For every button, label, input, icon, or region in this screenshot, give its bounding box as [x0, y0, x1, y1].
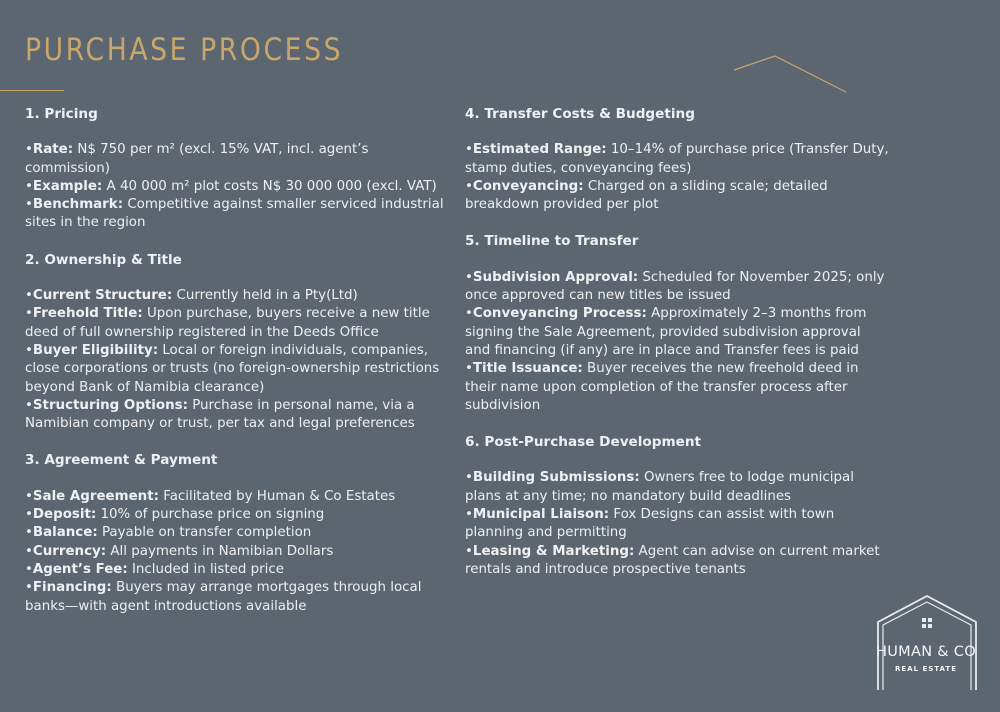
- section-heading: 4. Transfer Costs & Budgeting: [465, 106, 695, 122]
- section-heading: 2. Ownership & Title: [25, 251, 182, 268]
- page-title: PURCHASE PROCESS: [25, 32, 344, 68]
- bullet-marker: •: [465, 269, 473, 285]
- bullet-item: [465, 360, 890, 415]
- section: [25, 451, 445, 615]
- item-text: Buyers may arrange mortgages through local banks—with agent introductions available: [25, 580, 422, 614]
- item-label: Financing:: [32, 580, 112, 596]
- bullet-item: [25, 141, 445, 178]
- item-label: Deposit:: [32, 507, 97, 523]
- item-label: Sale Agreement:: [32, 488, 159, 504]
- bullet-item: [25, 397, 445, 434]
- item-text: Buyer receives the new freehold deed in their name upon completion of the transfer process after subdivision: [465, 361, 859, 413]
- item-text: Agent can advise on current market rentals and introduce prospective tenants: [465, 543, 880, 577]
- item-label: Leasing & Marketing:: [472, 543, 635, 559]
- item-label: Municipal Liaison:: [472, 507, 610, 523]
- logo-tagline: REAL ESTATE: [895, 665, 957, 673]
- section: [25, 251, 445, 434]
- bullet-item: [25, 561, 445, 579]
- item-label: Balance:: [32, 525, 98, 541]
- item-text: Payable on transfer completion: [97, 525, 312, 541]
- bullet-marker: •: [465, 470, 473, 486]
- item-text: Local or foreign individuals, companies, close corporations or trusts (no foreign-ownership restrictions beyond Bank of Namibia clearance): [25, 342, 440, 395]
- item-label: Current Structure:: [32, 288, 173, 304]
- bullet-item: [465, 506, 890, 543]
- section-heading: 3. Agreement & Payment: [25, 452, 218, 469]
- logo-wordmark: HUMAN & CO: [876, 644, 976, 660]
- bullet-item: [25, 196, 445, 233]
- bullet-item: [465, 543, 890, 580]
- bullet-marker: •: [465, 306, 473, 322]
- bullet-item: [25, 506, 445, 524]
- item-text: Upon purchase, buyers receive a new title deed of full ownership registered in the Deeds Office: [25, 306, 430, 340]
- section-heading: 6. Post-Purchase Development: [465, 434, 702, 451]
- item-text: All payments in Namibian Dollars: [106, 543, 334, 559]
- item-text: 10–14% of purchase price (Transfer Duty, stamp duties, conveyancing fees): [465, 142, 889, 176]
- item-label: Freehold Title:: [32, 306, 143, 322]
- bullet-marker: •: [465, 543, 473, 559]
- section-heading: 5. Timeline to Transfer: [465, 233, 639, 250]
- section: [465, 433, 890, 579]
- bullet-marker: •: [465, 142, 473, 158]
- item-text: Purchase in personal name, via a Namibian company or trust, per tax and legal preferences: [25, 397, 415, 432]
- item-text: Currently held in a Pty(Ltd): [172, 288, 358, 304]
- item-text: 10% of purchase price on signing: [96, 507, 325, 523]
- bullet-marker: •: [25, 342, 33, 358]
- bullet-marker: •: [25, 488, 33, 504]
- item-text: N$ 750 per m² (excl. 15% VAT, incl. agent’s commission): [25, 142, 369, 176]
- bullet-marker: •: [25, 288, 33, 304]
- item-label: Buyer Eligibility:: [32, 342, 159, 358]
- item-text: A 40 000 m² plot costs N$ 30 000 000 (excl. VAT): [102, 178, 437, 194]
- bullet-marker: •: [25, 142, 33, 158]
- right-column: [465, 105, 890, 597]
- left-column: [25, 105, 445, 634]
- bullet-marker: •: [465, 178, 473, 194]
- item-label: Subdivision Approval:: [472, 269, 639, 285]
- company-logo: [866, 594, 986, 694]
- bullet-item: [25, 488, 445, 506]
- bullet-item: [465, 305, 890, 360]
- bullet-item: [465, 141, 890, 178]
- bullet-item: [465, 469, 890, 506]
- title-underline: [0, 90, 64, 91]
- item-label: Rate:: [32, 142, 74, 158]
- item-text: Owners free to lodge municipal plans at any time; no mandatory build deadlines: [465, 470, 854, 504]
- item-text: Fox Designs can assist with town planning and permitting: [465, 507, 835, 541]
- bullet-item: [25, 579, 445, 616]
- item-text: Approximately 2–3 months from signing the Sale Agreement, provided subdivision approval and financing (if any) are in place and Transfer fees is paid: [465, 306, 867, 358]
- item-label: Conveyancing:: [472, 178, 584, 194]
- item-text: Charged on a sliding scale; detailed breakdown provided per plot: [465, 178, 828, 213]
- item-label: Conveyancing Process:: [472, 306, 647, 322]
- bullet-item: [465, 178, 890, 215]
- bullet-item: [25, 178, 445, 196]
- bullet-item: [25, 342, 445, 397]
- bullet-item: [25, 524, 445, 542]
- item-text: Competitive against smaller serviced industrial sites in the region: [25, 197, 444, 231]
- item-label: Currency:: [32, 543, 107, 559]
- section-heading: 1. Pricing: [25, 106, 98, 122]
- bullet-marker: •: [25, 543, 33, 559]
- bullet-marker: •: [25, 580, 33, 596]
- section: [465, 105, 890, 214]
- bullet-marker: •: [25, 525, 33, 541]
- bullet-item: [25, 543, 445, 561]
- section: [25, 105, 445, 233]
- item-label: Agent’s Fee:: [32, 561, 128, 577]
- bullet-item: [25, 305, 445, 342]
- bullet-item: [465, 269, 890, 306]
- roof-line-decoration: [733, 55, 848, 95]
- bullet-marker: •: [465, 361, 473, 377]
- bullet-marker: •: [25, 306, 33, 322]
- item-label: Estimated Range:: [472, 142, 607, 158]
- item-text: Facilitated by Human & Co Estates: [158, 488, 396, 504]
- bullet-marker: •: [25, 561, 33, 577]
- item-label: Benchmark:: [32, 197, 124, 213]
- item-text: Scheduled for November 2025; only once approved can new titles be issued: [465, 269, 885, 304]
- bullet-marker: •: [25, 507, 33, 523]
- bullet-marker: •: [25, 178, 33, 194]
- item-label: Title Issuance:: [472, 361, 583, 377]
- item-label: Structuring Options:: [32, 397, 188, 413]
- section: [465, 232, 890, 415]
- bullet-marker: •: [465, 507, 473, 523]
- bullet-item: [25, 287, 445, 305]
- item-text: Included in listed price: [127, 561, 284, 577]
- bullet-marker: •: [25, 197, 33, 213]
- item-label: Building Submissions:: [472, 470, 640, 486]
- item-label: Example:: [32, 178, 103, 194]
- bullet-marker: •: [25, 397, 33, 413]
